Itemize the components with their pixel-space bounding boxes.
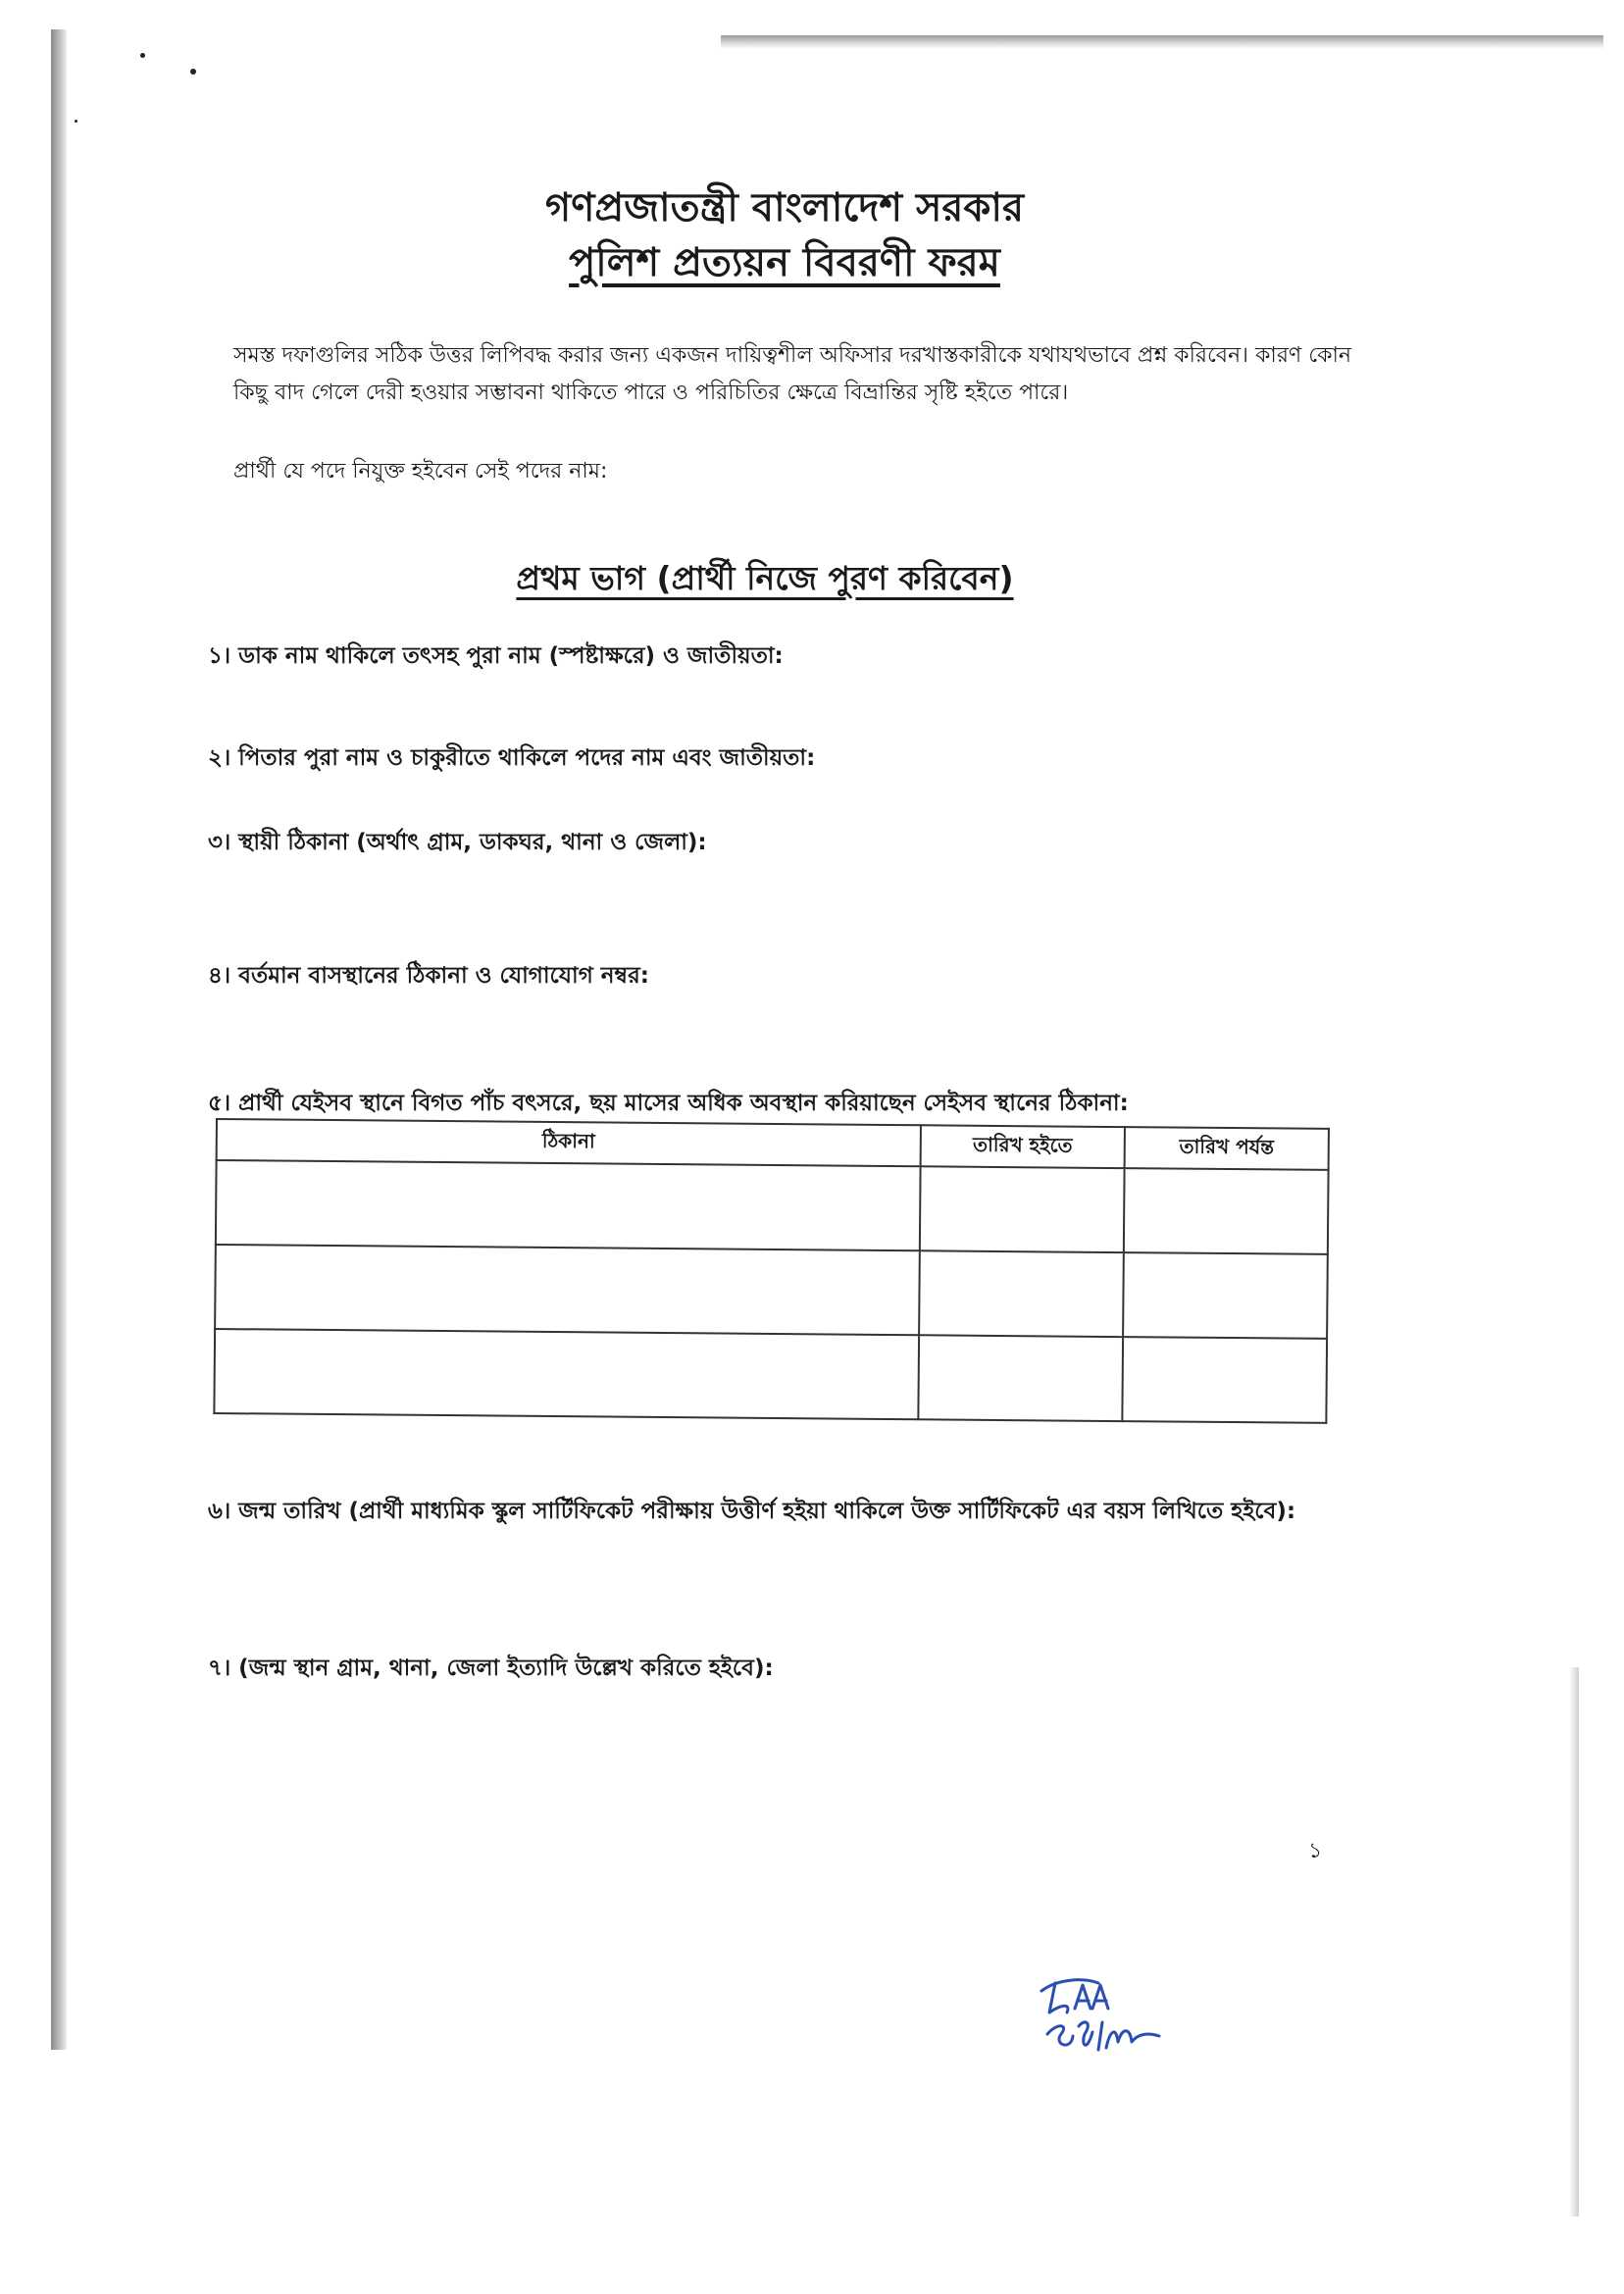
question-3: ৩। স্থায়ী ঠিকানা (অর্থাৎ গ্রাম, ডাকঘর, থানা ও জেলা): [208, 830, 707, 855]
scan-shadow-left [51, 29, 67, 2050]
date-to-cell[interactable] [1122, 1337, 1327, 1423]
column-header-address: ঠিকানা [217, 1119, 921, 1166]
form-title [294, 237, 1275, 288]
address-cell[interactable] [215, 1245, 920, 1335]
question-6: ৬। জন্ম তারিখ (প্রার্থী মাধ্যমিক স্কুল সার্টিফিকেট পরীক্ষায় উত্তীর্ণ হইয়া থাকিলে উক্ত সার্টিফিকেট এর বয়স লিখিতে হইবে): [208, 1499, 1296, 1524]
question-4: ৪। বর্তমান বাসস্থানের ঠিকানা ও যোগাযোগ নম্বর: [208, 963, 649, 989]
table-row [214, 1329, 1327, 1423]
date-from-cell[interactable] [918, 1335, 1123, 1421]
scan-shadow-right [1569, 1667, 1579, 2217]
address-cell[interactable] [216, 1160, 921, 1250]
page-number: ১ [1308, 1839, 1323, 1863]
signature-mark [1028, 1962, 1185, 2069]
date-to-cell[interactable] [1123, 1252, 1328, 1339]
question-5: ৫। প্রার্থী যেইসব স্থানে বিগত পাঁচ বৎসরে, ছয় মাসের অধিক অবস্থান করিয়াছেন সেইসব স্থানের ঠিকানা: [208, 1091, 1129, 1116]
column-header-date-to: তারিখ পর্যন্ত [1125, 1127, 1329, 1170]
question-7: ৭। (জন্ম স্থান গ্রাম, থানা, জেলা ইত্যাদি উল্লেখ করিতে হইবে): [208, 1656, 774, 1681]
column-header-date-from: তারিখ হইতে [921, 1125, 1125, 1168]
scan-speck [75, 120, 77, 123]
scan-speck [140, 53, 145, 58]
section-heading: প্রথম ভাগ (প্রার্থী নিজে পুরণ করিবেন) [516, 559, 1014, 597]
scan-shadow-top [721, 35, 1603, 49]
form-title-text: পুলিশ প্রত্যয়ন বিবরণী ফরম [569, 240, 1000, 285]
question-2: ২। পিতার পুরা নাম ও চাকুরীতে থাকিলে পদের নাম এবং জাতীয়তা: [208, 745, 816, 771]
instruction-paragraph: সমস্ত দফাগুলির সঠিক উত্তর লিপিবদ্ধ করার জন্য একজন দায়িত্বশীল অফিসার দরখাস্তকারীকে যথাযথভাবে প্রশ্ন করিবেন। কারণ কোন কিছু বাদ গেলে দেরী হওয়ার সম্ভাবনা থাকিতে পারে ও পরিচিতির ক্ষেত্রে বিভ্রান্তির সৃষ্টি হইতে পারে। [233, 343, 1352, 405]
question-1: ১। ডাক নাম থাকিলে তৎসহ পুরা নাম (স্পষ্টাক্ষরে) ও জাতীয়তা: [208, 643, 784, 669]
government-title: গণপ্রজাতন্ত্রী বাংলাদেশ সরকার [545, 185, 1024, 230]
date-to-cell[interactable] [1124, 1168, 1329, 1254]
table-row [215, 1245, 1328, 1339]
table-row [216, 1160, 1329, 1254]
scan-speck [190, 69, 196, 75]
date-from-cell[interactable] [920, 1166, 1125, 1252]
address-cell[interactable] [214, 1329, 919, 1419]
date-from-cell[interactable] [919, 1250, 1124, 1337]
post-name-label: প্রার্থী যে পদে নিযুক্ত হইবেন সেই পদের নাম: [233, 459, 608, 484]
address-history-table [213, 1118, 1330, 1424]
